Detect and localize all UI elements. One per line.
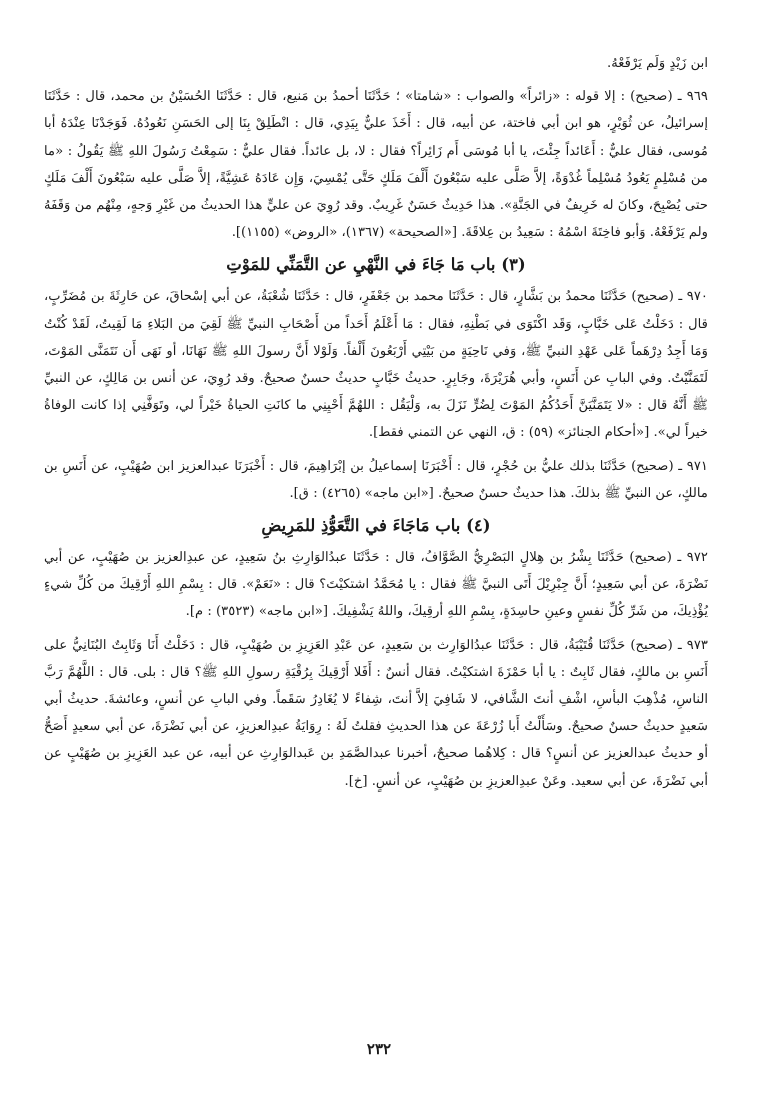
- chapter-heading-4: (٤) باب مَاجَاءَ في التَّعَوُّذِ للمَرِيضِ: [261, 516, 491, 536]
- hadith-971: ٩٧١ ـ (صحيح) حَدَّثَنَا بذلك عليُّ بن حُجْرٍ، قال : أَخْبَرَنَا إسماعيلُ بن إبْرَاهِيمَ، قال : أَخْبَرَنَا عبدالعزيز ابن صُهَيْبٍ، عن أَنَسِ بن مالكٍ، عن النبيِّ ﷺ بذلكَ. هذا حديثٌ حسنٌ صحيحٌ. [«ابن ماجه» (٤٢٦٥) : ق].: [44, 458, 708, 501]
- hadith-973: ٩٧٣ ـ (صحيح) حَدَّثَنَا قُتَيْبَةُ، قال : حَدَّثَنَا عبدُالوَارِث بن سَعِيدٍ، عن عَبْدِ العَزِيزِ بن صُهَيْبٍ، قال : دَخَلْتُ أَنَا وَثَابِتٌ البُنَانِيُّ على أَنَسِ بن مالكٍ، فقال ثَابِتٌ : يا أبا حَمْزَةَ اشتكيْتُ. فقال أنسٌ : أَفَلا أَرْقِيكَ بِرُقْيَةِ رسولِ اللهِ ﷺ؟ قال : بلى. قال : اللَّهُمَّ رَبَّ الناسِ، مُذْهِبَ البأسِ، اشْفِ أنتَ الشَّافي، لا شَافِيَ إلاَّ أنتَ، شِفاءً لا يُغَادِرُ سَقَماً. وفي البابِ عن أنسٍ، وعائشةَ. حديثُ أبي سَعيدٍ حديثٌ حسنٌ صحيحٌ. وسَأَلْتُ أَبا زُرْعَةَ عن هذا الحديثِ فقلتُ لَهُ : رِوَايَةُ عبدِالعزيزِ، عن أبي نَضْرَةَ، عن أبي سعيدٍ أَصَحُّ أو حديثُ عبدالعزيز عن أنسٍ؟ قال : كِلاهُما صحيحٌ، أخبرنا عبدالصَّمَدِ بن عَبدالوَارِثِ عن أبيه، عن عبد العَزِيزِ بن صُهَيْبٍ عن أبي نَضْرَةَ، عن أبي سعيد. وعَنْ عبدِالعزيزِ بن صُهَيْبٍ، عن أنسٍ. [خ].: [44, 637, 708, 789]
- hadith-970: ٩٧٠ ـ (صحيح) حَدَّثَنَا محمدُ بن بَشَّارٍ، قال : حَدَّثَنَا محمد بن جَعْفَرٍ، قال : حَدَّثَنَا شُعْبَةُ، عن أبي إسْحاقَ، عن حَارِثَةَ بن مُضَرِّبٍ، قال : دَخَلْتُ عَلى خَبَّابٍ، وَقَد اكْتَوَى في بَطْنِهِ، فقال : مَا أَعْلَمُ أَحَداً من أَصْحَابِ النبيِّ ﷺ لَقِيَ من البَلاءِ مَا لَقِيتُ، لَقَدْ كُنْتُ وَمَا أَجِدُ دِرْهَماً عَلى عَهْدِ النبيِّ ﷺ، وَفي نَاحِيَةٍ من بَيْتِي أَرْبَعُونَ أَلْفاً. وَلَوْلا أَنَّ رسولَ اللهِ ﷺ نَهَانَا، أو نَهَى أَن نَتَمَنَّى المَوْتَ، لَتَمَنَّيْتُ. وفي البابِ عن أَنَسٍ، وأبي هُرَيْرَةَ، وجَابِرٍ. حديثُ خَبَّابٍ حديثٌ حسنٌ صحيحٌ. وقد رُوِيَ، عن أنس بن مَالِكٍ، عن النبيِّ ﷺ أَنَّهُ قال : «لا يَتَمَنَّيَنَّ أَحَدُكُمُ المَوْتَ لِضُرٍّ نَزَلَ به، وَلْيَقُل : اللهُمَّ أَحْيِنِي ما كانَتِ الحياةُ خَيْراً لي، وتَوَفَّنِي إذا كانت الوفاةُ خيراً لي». [«أحكام الجنائز» (٥٩) : ق، النهي عن التمني فقط].: [44, 289, 708, 441]
- chapter-heading-3: (٣) باب مَا جَاءَ في النَّهْيِ عن التَّمَنِّي للمَوْتِ: [226, 255, 526, 275]
- hadith-972: ٩٧٢ ـ (صحيح) حَدَّثَنَا بِشْرُ بن هِلالٍ البَصْرِيُّ الصَّوَّافُ، قال : حَدَّثَنَا عبدُالوَارِثِ بنُ سَعِيدٍ، عن عبدِالعزيز بن صُهَيْبٍ، عن أبي نَضْرَةَ، عن أبي سَعِيدٍ؛ أَنَّ جِبْرِيْلَ أَتَى النبيَّ ﷺ فقال : يا مُحَمَّدُ اشتكيْتَ؟ قال : «نَعَمْ». قال : بِسْمِ اللهِ أَرْقِيكَ من كُلِّ شيءٍ يُؤْذِيكَ، من شَرِّ كُلِّ نفسٍ وعينِ حاسِدَةٍ، بِسْمِ اللهِ أرقِيكَ، واللهُ يَشْفِيكَ. [«ابن ماجه» (٣٥٢٣) : م].: [44, 550, 708, 620]
- continuation-line: ابن زَيْدٍ وَلَم يَرْفَعْهُ.: [607, 56, 708, 71]
- page-number: ٢٣٢: [366, 1040, 392, 1058]
- hadith-969: ٩٦٩ ـ (صحيح) : إلا قوله : «زائراً» والصواب : «شامتا» ؛ حَدَّثَنَا أحمدُ بن مَنيع، قال : حَدَّثَنَا الحُسَيْنُ بن محمد، قال : حَدَّثَنَا إسرائيلُ، عن ثُوَيْرٍ، هو ابن أبي فاختة، عن أبيه، قال : أَخَذَ عليٌّ بِيَدِي، قال : انْطَلِقْ بِنَا إلى الحَسَنِ نَعُودُهُ. فَوَجَدْنَا عِنْدَهُ أبا مُوسى، فقال عليٌّ : أَعَائداً جِئْتَ، يا أبا مُوسَى أَم زَائِراً؟ فقال : لا، بل عائداً. فقال عليٌّ : سَمِعْتُ رَسُولَ اللهِ ﷺ يَقُولُ : «ما من مُسْلِمٍ يَعُودُ مُسْلِماً غُدْوَةً، إلاَّ صَلَّى عليه سَبْعُونَ أَلْفَ مَلَكٍ حَتَّى يُمْسِيَ، وَإِن عَادَهُ عَشِيَّةً، إلاَّ صَلَّى عليه سَبْعُونَ أَلْفَ مَلَكٍ حتى يُصْبِحَ، وكانَ له خَرِيفٌ في الجَنَّةِ». هذا حَدِيثٌ حَسَنٌ غَرِيبٌ. وقد رُوِيَ عن عليٍّ هذا الحديثُ من غَيْرِ وَجهٍ، مِنْهُم من وَقَفَهُ ولم يَرْفَعْهُ. وَأبو فاخِتَةَ اسْمُهُ : سَعِيدُ بن عِلاقَةَ. [«الصحيحة» (١٣٦٧)، «الروض» (١١٥٥)].: [44, 89, 708, 241]
